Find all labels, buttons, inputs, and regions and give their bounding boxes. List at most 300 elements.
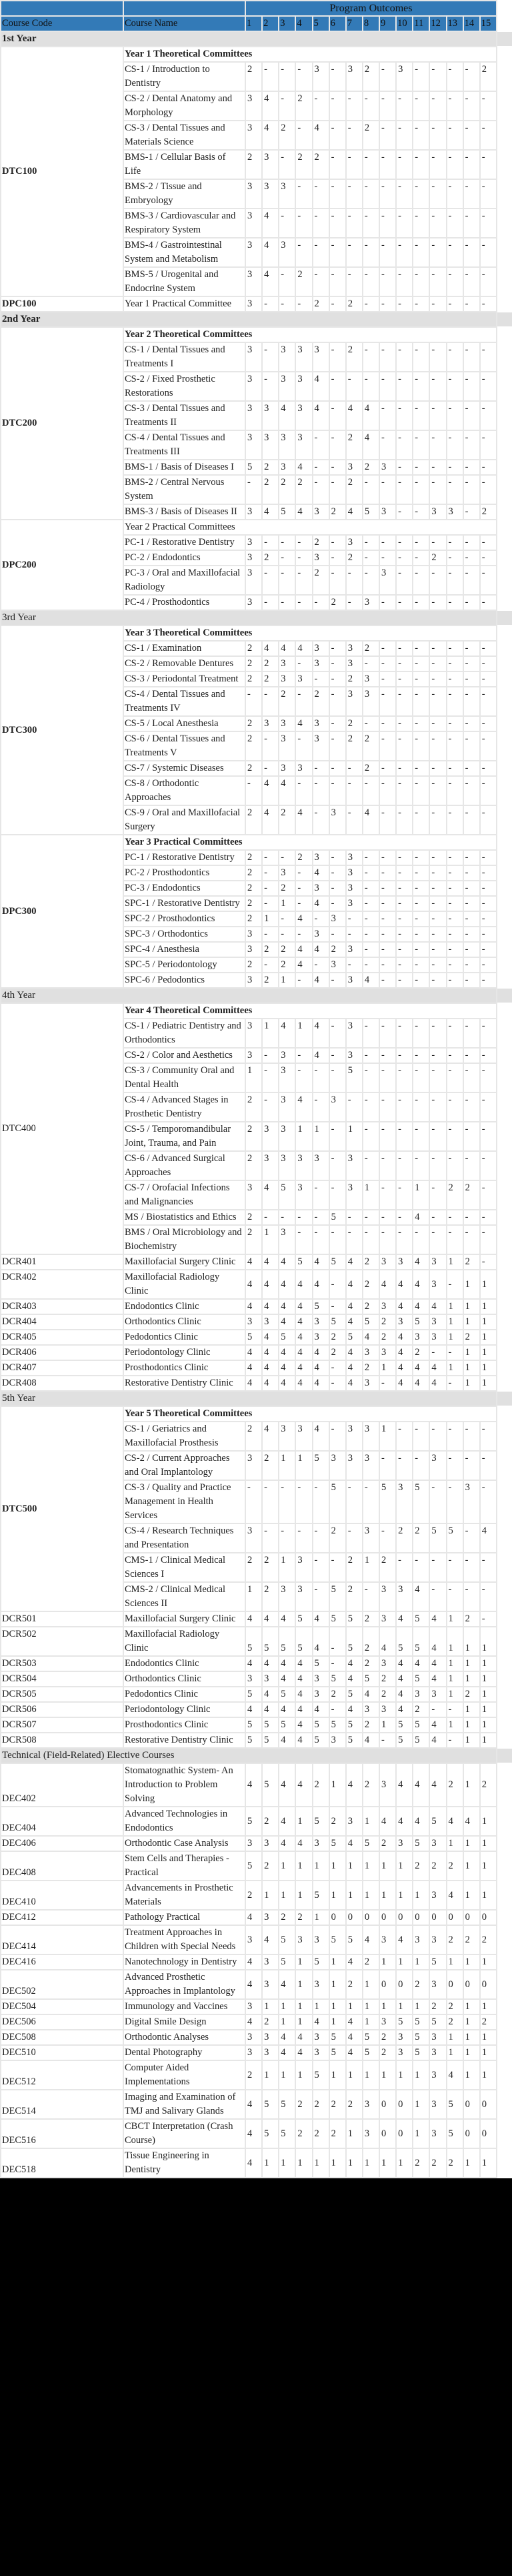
outcome-value-2: 3 [263, 1152, 278, 1180]
outcome-value-12: - [430, 238, 445, 266]
outcome-value-15: - [481, 209, 496, 237]
outcome-value-2: 4 [263, 209, 278, 237]
outcome-value-14: - [464, 642, 479, 655]
outcome-value-8: 2 [363, 460, 379, 474]
outcome-value-11: - [413, 238, 429, 266]
outcome-value-4: 4 [296, 2046, 311, 2060]
outcome-value-12: - [430, 1703, 445, 1717]
outcome-value-10: - [397, 596, 412, 610]
outcome-value-11: - [413, 431, 429, 459]
outcome-value-14: - [464, 1210, 479, 1224]
outcome-value-2: 4 [263, 238, 278, 266]
outcome-value-8: - [363, 1064, 379, 1092]
outcome-value-9: 3 [380, 1703, 395, 1717]
outcome-value-7: 4 [347, 1672, 362, 1686]
outcome-value-6: 1 [330, 2015, 345, 2029]
outcome-value-8: 3 [363, 2090, 379, 2118]
outcome-value-12: - [430, 687, 445, 715]
outcome-value-6: 3 [330, 806, 345, 834]
outcome-value-9: - [380, 536, 395, 550]
outcome-value-5: - [313, 180, 329, 208]
outcome-value-5: 4 [313, 1627, 329, 1655]
outcome-value-11: - [413, 372, 429, 400]
course-name: PC-2 / Prosthodontics [124, 866, 245, 880]
year-label: 2nd Year [1, 312, 496, 326]
outcome-value-1: 5 [246, 1733, 261, 1747]
outcome-value-5: 4 [313, 2015, 329, 2029]
outcome-value-15: - [481, 943, 496, 957]
outcome-value-6: 1 [330, 2061, 345, 2089]
outcome-value-14: 1 [464, 2015, 479, 2029]
outcome-value-8: 4 [363, 1926, 379, 1954]
year-row-extension [497, 989, 512, 1003]
outcome-value-3: 5 [279, 505, 295, 519]
outcome-value-13: - [447, 973, 463, 987]
outcome-value-12: - [430, 761, 445, 775]
outcome-value-1: 2 [246, 958, 261, 972]
outcome-value-4: 1 [296, 1881, 311, 1909]
outcome-value-1: 3 [246, 402, 261, 430]
outcome-value-9: - [380, 63, 395, 91]
outcome-value-1: 4 [246, 1270, 261, 1298]
outcome-value-11: - [413, 566, 429, 594]
outcome-value-15: - [481, 1553, 496, 1581]
outcome-value-6: 3 [330, 958, 345, 972]
outcome-value-9: - [380, 238, 395, 266]
outcome-value-12: - [430, 372, 445, 400]
subheader-row [1, 1004, 496, 1018]
outcome-value-9: - [380, 1376, 395, 1390]
outcome-value-1: 5 [246, 1627, 261, 1655]
outcome-header-11: 11 [413, 17, 429, 31]
year-row-extension [497, 1749, 512, 1763]
outcome-value-2: 4 [263, 268, 278, 296]
outcome-value-6: - [330, 1422, 345, 1450]
outcome-value-9: - [380, 551, 395, 565]
outcome-value-14: - [464, 943, 479, 957]
outcome-value-12: - [430, 732, 445, 760]
outcome-value-5: 3 [313, 927, 329, 941]
outcome-value-1: 3 [246, 2000, 261, 2014]
outcome-value-13: - [447, 687, 463, 715]
outcome-value-14: 1 [464, 1733, 479, 1747]
course-name: Dental Photography [124, 2046, 245, 2060]
outcome-value-9: 3 [380, 1657, 395, 1671]
outcome-value-15: - [481, 866, 496, 880]
outcome-value-3: 3 [279, 343, 295, 371]
outcome-value-4: 3 [296, 1553, 311, 1581]
outcome-value-5: 4 [313, 943, 329, 957]
table-row [1, 1346, 496, 1360]
outcome-value-8: 2 [363, 1627, 379, 1655]
outcome-value-11: - [413, 1049, 429, 1063]
outcome-value-1: 2 [246, 806, 261, 834]
outcome-value-9: 2 [380, 1315, 395, 1329]
outcome-value-6: - [330, 209, 345, 237]
year-row [1, 611, 496, 625]
course-name: CS-3 / Quality and Practice Management in Health Services [124, 1481, 245, 1523]
header-row-1 [1, 1, 496, 15]
outcome-value-14: - [464, 1524, 479, 1552]
outcome-value-10: - [397, 1122, 412, 1150]
outcome-value-5: 4 [313, 1703, 329, 1717]
outcome-value-8: - [363, 180, 379, 208]
outcome-value-2: - [263, 732, 278, 760]
outcome-value-13: 1 [447, 1627, 463, 1655]
outcome-value-4: - [296, 732, 311, 760]
outcome-value-6: - [330, 927, 345, 941]
outcome-value-11: 1 [413, 2000, 429, 2014]
outcome-value-7: 1 [347, 1852, 362, 1880]
outcome-value-13: - [447, 1481, 463, 1523]
outcome-value-6: 2 [330, 1687, 345, 1701]
outcome-value-6: 5 [330, 1718, 345, 1732]
outcome-value-2: 1 [263, 2149, 278, 2177]
outcome-value-4: 4 [296, 1837, 311, 1851]
outcome-value-5: - [313, 1226, 329, 1254]
outcome-value-14: - [464, 851, 479, 865]
outcome-value-7: 1 [347, 2000, 362, 2014]
outcome-value-9: 1 [380, 2061, 395, 2089]
year-row-extension [497, 32, 512, 46]
outcome-value-1: 3 [246, 596, 261, 610]
outcome-value-7: 3 [347, 973, 362, 987]
outcome-value-15: 1 [481, 2000, 496, 2014]
outcome-value-2: 5 [263, 2090, 278, 2118]
outcome-value-7: 2 [347, 672, 362, 686]
course-code: DCR407 [1, 1361, 123, 1375]
outcome-value-15: 1 [481, 1300, 496, 1314]
outcome-value-8: 5 [363, 2030, 379, 2044]
outcome-value-11: 5 [413, 1627, 429, 1655]
outcome-value-9: 2 [380, 1330, 395, 1344]
outcome-value-12: - [430, 1553, 445, 1581]
outcome-value-4: - [296, 973, 311, 987]
outcome-value-3: 5 [279, 1926, 295, 1954]
outcome-value-14: 0 [464, 2090, 479, 2118]
outcome-value-15: - [481, 1481, 496, 1523]
outcome-value-5: 3 [313, 505, 329, 519]
year-row [1, 312, 496, 326]
outcome-value-15: - [481, 551, 496, 565]
outcome-value-1: 2 [246, 881, 261, 895]
outcome-value-1: 3 [246, 1315, 261, 1329]
outcome-value-15: 2 [481, 1764, 496, 1806]
course-name: SPC-1 / Restorative Dentistry [124, 897, 245, 911]
outcome-value-1: 2 [246, 761, 261, 775]
course-code: DTC300 [1, 626, 123, 834]
outcome-value-4: 4 [296, 1733, 311, 1747]
outcome-value-8: - [363, 343, 379, 371]
outcome-value-8: 4 [363, 1330, 379, 1344]
outcome-value-1: 4 [246, 1764, 261, 1806]
outcome-value-10: - [397, 761, 412, 775]
outcome-value-11: 2 [413, 1852, 429, 1880]
outcome-value-10: - [397, 297, 412, 311]
table-row [1, 1970, 496, 1998]
outcome-value-2: 4 [263, 1181, 278, 1209]
outcome-value-11: 5 [413, 1481, 429, 1523]
outcome-value-5: 1 [313, 2149, 329, 2177]
outcome-value-7: - [347, 927, 362, 941]
outcome-value-14: - [464, 881, 479, 895]
outcome-value-11: 5 [413, 2015, 429, 2029]
outcome-value-13: 1 [447, 1612, 463, 1626]
outcome-value-8: 4 [363, 973, 379, 987]
course-name: Orthodontic Case Analysis [124, 1837, 245, 1851]
outcome-value-11: - [413, 92, 429, 120]
outcome-value-13: - [447, 1270, 463, 1298]
outcome-value-10: 1 [397, 2149, 412, 2177]
outcome-value-13: - [447, 1553, 463, 1581]
outcome-value-15: 0 [481, 2120, 496, 2148]
outcome-value-10: - [397, 180, 412, 208]
outcome-value-10: 3 [397, 63, 412, 91]
course-code: DCR405 [1, 1330, 123, 1344]
outcome-value-6: 5 [330, 1255, 345, 1269]
outcome-value-6: - [330, 1376, 345, 1390]
outcome-value-13: - [447, 536, 463, 550]
course-name: SPC-6 / Pedodontics [124, 973, 245, 987]
table-row [1, 1376, 496, 1390]
outcome-value-14: - [464, 732, 479, 760]
outcome-value-12: - [430, 1064, 445, 1092]
outcome-value-6: 2 [330, 1330, 345, 1344]
outcome-value-8: - [363, 238, 379, 266]
course-name: Pedodontics Clinic [124, 1330, 245, 1344]
outcome-value-4: - [296, 1064, 311, 1092]
outcome-value-11: - [413, 596, 429, 610]
outcome-value-6: - [330, 657, 345, 671]
outcome-value-8: 5 [363, 505, 379, 519]
outcome-value-9: - [380, 209, 395, 237]
outcome-value-13: - [447, 1733, 463, 1747]
outcome-value-3: 1 [279, 2149, 295, 2177]
outcome-value-5: 5 [313, 1452, 329, 1480]
outcome-value-2: 4 [263, 1612, 278, 1626]
outcome-header-8: 8 [363, 17, 379, 31]
outcome-value-1: 3 [246, 1926, 261, 1954]
outcome-value-10: 3 [397, 2046, 412, 2060]
outcome-value-15: 1 [481, 1718, 496, 1732]
outcome-value-7: - [347, 268, 362, 296]
outcome-value-15: - [481, 431, 496, 459]
outcome-value-13: - [447, 851, 463, 865]
outcome-value-15: 2 [481, 63, 496, 91]
outcome-value-15: - [481, 1152, 496, 1180]
outcome-value-2: 4 [263, 806, 278, 834]
outcome-value-3: 4 [279, 1672, 295, 1686]
outcome-value-2: - [263, 566, 278, 594]
outcome-value-5: 3 [313, 343, 329, 371]
outcome-value-12: 5 [430, 2015, 445, 2029]
outcome-value-11: 1 [413, 2090, 429, 2118]
outcome-value-8: 4 [363, 806, 379, 834]
outcome-value-12: - [430, 672, 445, 686]
outcome-value-1: 2 [246, 1422, 261, 1450]
outcome-value-3: 4 [279, 1315, 295, 1329]
outcome-value-13: - [447, 761, 463, 775]
outcome-value-7: 4 [347, 1955, 362, 1969]
outcome-value-11: 1 [413, 1881, 429, 1909]
outcome-value-5: 3 [313, 642, 329, 655]
outcome-value-12: 3 [430, 505, 445, 519]
outcome-value-10: 3 [397, 1255, 412, 1269]
outcome-value-15: 1 [481, 1346, 496, 1360]
outcome-value-9: 2 [380, 1553, 395, 1581]
outcome-value-4: 1 [296, 1955, 311, 1969]
outcome-value-2: 4 [263, 1330, 278, 1344]
outcome-value-2: 5 [263, 1764, 278, 1806]
outcome-value-5: 2 [313, 566, 329, 594]
table-row [1, 1837, 496, 1851]
course-name: Orthodontics Clinic [124, 1315, 245, 1329]
course-name: Computer Aided Implementations [124, 2061, 245, 2089]
outcome-value-3: 2 [279, 881, 295, 895]
outcome-value-13: 1 [447, 1361, 463, 1375]
outcome-value-3: - [279, 209, 295, 237]
outcome-value-7: 3 [347, 1049, 362, 1063]
outcome-value-14: 1 [464, 2000, 479, 2014]
outcome-value-9: 2 [380, 2030, 395, 2044]
year-row [1, 1749, 496, 1763]
outcome-value-11: - [413, 268, 429, 296]
outcome-value-5: 4 [313, 372, 329, 400]
outcome-value-13: - [447, 1346, 463, 1360]
outcome-value-5: - [313, 431, 329, 459]
outcome-value-9: - [380, 1049, 395, 1063]
outcome-value-3: - [279, 536, 295, 550]
outcome-value-7: - [347, 238, 362, 266]
outcome-value-15: - [481, 732, 496, 760]
outcome-value-9: - [380, 973, 395, 987]
outcome-value-2: 2 [263, 1852, 278, 1880]
outcome-header-9: 9 [380, 17, 395, 31]
outcome-value-9: - [380, 402, 395, 430]
outcome-value-1: 4 [246, 1955, 261, 1969]
outcome-value-15: - [481, 1422, 496, 1450]
outcome-value-11: - [413, 1122, 429, 1150]
outcome-value-13: 0 [447, 1970, 463, 1998]
outcome-value-15: - [481, 927, 496, 941]
outcome-value-5: 3 [313, 1152, 329, 1180]
outcome-value-4: 4 [296, 1346, 311, 1360]
outcome-value-5: 4 [313, 402, 329, 430]
outcome-value-12: 0 [430, 1911, 445, 1925]
outcome-value-5: 3 [313, 851, 329, 865]
outcome-value-13: - [447, 1422, 463, 1450]
outcome-value-6: 1 [330, 1881, 345, 1909]
outcome-value-1: 5 [246, 1330, 261, 1344]
outcome-value-11: 3 [413, 1330, 429, 1344]
outcome-header-14: 14 [464, 17, 479, 31]
outcome-value-1: 4 [246, 1361, 261, 1375]
outcome-value-7: 5 [347, 1926, 362, 1954]
outcome-value-10: - [397, 1452, 412, 1480]
outcome-value-8: - [363, 1019, 379, 1047]
table-row [1, 2061, 496, 2089]
course-name: CS-1 / Pediatric Dentistry and Orthodontics [124, 1019, 245, 1047]
outcome-value-15: - [481, 566, 496, 594]
outcome-value-14: 2 [464, 1181, 479, 1209]
outcome-value-4: - [296, 63, 311, 91]
outcome-value-2: 4 [263, 1703, 278, 1717]
year-label: Technical (Field-Related) Elective Courses [1, 1749, 496, 1763]
outcome-value-7: - [347, 566, 362, 594]
course-name: Pedodontics Clinic [124, 1687, 245, 1701]
outcome-value-15: 2 [481, 2015, 496, 2029]
outcome-value-6: - [330, 1226, 345, 1254]
outcome-value-5: 3 [313, 551, 329, 565]
outcome-value-10: 1 [397, 1881, 412, 1909]
outcome-value-13: 1 [447, 1672, 463, 1686]
outcome-value-8: 4 [363, 1733, 379, 1747]
outcome-header-2: 2 [263, 17, 278, 31]
outcome-value-13: - [447, 777, 463, 805]
outcome-value-7: - [347, 92, 362, 120]
outcome-value-5: 4 [313, 1049, 329, 1063]
outcome-value-7: - [347, 1226, 362, 1254]
outcome-value-15: - [481, 777, 496, 805]
outcome-value-8: - [363, 1210, 379, 1224]
outcome-value-4: - [296, 1226, 311, 1254]
outcome-value-4: 3 [296, 1926, 311, 1954]
outcome-value-8: 3 [363, 2120, 379, 2148]
outcome-value-7: 4 [347, 2030, 362, 2044]
outcome-value-5: 5 [313, 1718, 329, 1732]
outcome-value-10: 4 [397, 1346, 412, 1360]
course-name: CS-4 / Dental Tissues and Treatments III [124, 431, 245, 459]
outcome-value-9: - [380, 927, 395, 941]
outcome-value-4: 1 [296, 2061, 311, 2089]
outcome-value-10: 0 [397, 2120, 412, 2148]
outcome-value-15: 4 [481, 1524, 496, 1552]
outcome-value-14: - [464, 761, 479, 775]
outcome-value-6: - [330, 180, 345, 208]
outcome-value-14: 1 [464, 1718, 479, 1732]
outcome-value-11: 4 [413, 1270, 429, 1298]
course-name: Maxillofacial Radiology Clinic [124, 1270, 245, 1298]
outcome-value-11: 2 [413, 1524, 429, 1552]
outcome-value-7: 4 [347, 505, 362, 519]
outcome-value-14: - [464, 958, 479, 972]
outcome-value-15: 1 [481, 1687, 496, 1701]
outcome-value-8: 2 [363, 1612, 379, 1626]
outcome-value-15: - [481, 1226, 496, 1254]
course-name: CS-7 / Orofacial Infections and Malignancies [124, 1181, 245, 1209]
outcome-value-1: 3 [246, 268, 261, 296]
outcome-value-2: - [263, 687, 278, 715]
outcome-value-2: - [263, 927, 278, 941]
outcome-value-8: - [363, 881, 379, 895]
outcome-header-12: 12 [430, 17, 445, 31]
outcome-value-11: - [413, 851, 429, 865]
outcome-value-15: 1 [481, 1807, 496, 1835]
outcome-value-8: 1 [363, 1881, 379, 1909]
course-code: DEC404 [1, 1807, 123, 1835]
outcome-value-7: - [347, 1093, 362, 1121]
outcome-value-3: 1 [279, 1852, 295, 1880]
outcome-value-13: - [447, 1703, 463, 1717]
outcome-value-12: 3 [430, 1452, 445, 1480]
course-name: BMS-4 / Gastrointestinal System and Metabolism [124, 238, 245, 266]
outcome-value-3: 1 [279, 2000, 295, 2014]
outcome-value-10: 3 [397, 1481, 412, 1523]
outcome-value-12: 4 [430, 1376, 445, 1390]
outcome-value-4: 4 [296, 717, 311, 731]
outcome-value-1: 2 [246, 63, 261, 91]
outcome-value-10: - [397, 881, 412, 895]
